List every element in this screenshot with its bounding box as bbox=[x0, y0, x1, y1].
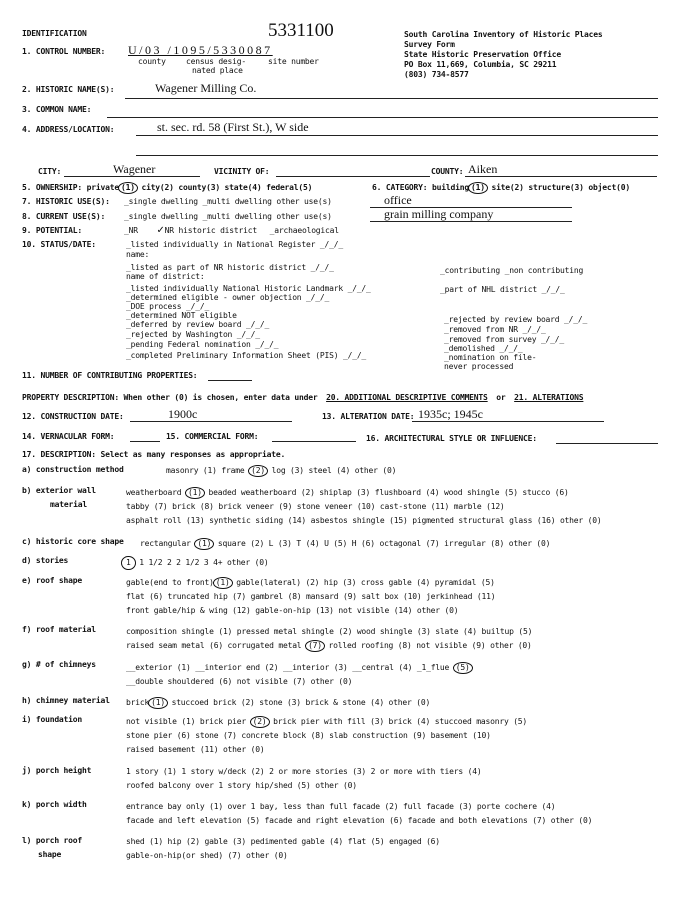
status-left-8: _deferred by review board _/_/_ bbox=[126, 320, 270, 329]
vicinity-line bbox=[276, 176, 430, 177]
address-line bbox=[136, 135, 658, 136]
porch-height-line-1: 1 story (1) 1 story w/deck (2) 2 or more stories (3) 2 or more with tiers (4) bbox=[126, 767, 482, 776]
historic-names-line bbox=[125, 98, 658, 99]
construction-method-label: a) construction method bbox=[22, 465, 124, 474]
current-uses-label: 8. CURRENT USE(S): bbox=[22, 212, 106, 221]
stories-options bbox=[122, 558, 269, 568]
construction-date-line bbox=[130, 421, 292, 422]
office-address: PO Box 11,669, Columbia, SC 29211 bbox=[404, 60, 557, 69]
survey-form-label: Survey Form bbox=[404, 40, 455, 49]
common-name-label: 3. COMMON NAME: bbox=[22, 105, 92, 114]
control-number-value: U/03 /1095/5330087 bbox=[128, 43, 273, 57]
chimneys-circle: (5) bbox=[453, 662, 473, 674]
style-influence-label: 16. ARCHITECTURAL STYLE OR INFLUENCE: bbox=[366, 434, 537, 443]
porch-width-label: k) porch width bbox=[22, 800, 87, 809]
inventory-title: South Carolina Inventory of Historic Places bbox=[404, 30, 603, 39]
foundation-line-2: stone pier (6) stone (7) concrete block (8) slab construction (9) basement (10) bbox=[126, 731, 491, 740]
foundation-line-3: raised basement (11) other (0) bbox=[126, 745, 265, 754]
potential-row bbox=[124, 226, 339, 236]
ownership-rest: city(2) county(3) state(4) federal(5) bbox=[141, 183, 313, 192]
status-left-3: name of district: bbox=[126, 272, 205, 281]
city-line bbox=[64, 176, 200, 177]
construction-method-options bbox=[166, 466, 396, 476]
historic-names-label: 2. HISTORIC NAME(S): bbox=[22, 85, 115, 94]
address-value: st. sec. rd. 58 (First St.), W side bbox=[157, 120, 309, 134]
roof-shape-line-3: front gable/hip & wing (12) gable-on-hip (13) not visible (14) other (0) bbox=[126, 606, 459, 615]
core-shape-pre: rectangular bbox=[140, 539, 191, 548]
vicinity-label: VICINITY OF: bbox=[214, 167, 270, 176]
status-contributing: _contributing _non contributing bbox=[440, 266, 584, 275]
current-uses-value: grain milling company bbox=[384, 207, 494, 221]
roof-material-circle: (7) bbox=[305, 640, 325, 652]
potential-district: NR historic district bbox=[164, 226, 258, 235]
foundation-line-1 bbox=[126, 717, 527, 727]
property-description-row bbox=[22, 393, 583, 403]
exterior-wall-post: beaded weatherboard (2) shiplap (3) flushboard (4) wood shingle (5) stucco (6) bbox=[208, 488, 569, 497]
stories-label: d) stories bbox=[22, 556, 69, 565]
status-right-0: _rejected by review board _/_/_ bbox=[444, 315, 588, 324]
stories-post: 1 1/2 2 2 1/2 3 4+ other (0) bbox=[139, 558, 269, 567]
ownership-label: 5. OWNERSHIP: bbox=[22, 183, 83, 192]
status-left-4: _listed individually National Historic Landmark _/_/_ bbox=[126, 284, 371, 293]
commercial-form-line bbox=[272, 441, 356, 442]
category-row bbox=[372, 183, 630, 193]
status-right-2: _removed from survey _/_/_ bbox=[444, 335, 565, 344]
chimneys-line-1 bbox=[126, 663, 472, 673]
status-left-11: _completed Preliminary Information Sheet (PIS) _/_/_ bbox=[126, 351, 367, 360]
current-uses-options: _single dwelling _multi dwelling other use(s) bbox=[124, 212, 332, 221]
common-name-line bbox=[107, 117, 658, 118]
construction-method-post: log (3) steel (4) other (0) bbox=[271, 466, 397, 475]
status-left-9: _rejected by Washington _/_/_ bbox=[126, 330, 260, 339]
foundation-circle: (2) bbox=[250, 716, 270, 728]
roof-material-line-1: composition shingle (1) pressed metal shingle (2) wood shingle (3) slate (4) builtup (5) bbox=[126, 627, 533, 636]
category-rest: site(2) structure(3) object(0) bbox=[491, 183, 630, 192]
status-label: 10. STATUS/DATE: bbox=[22, 240, 96, 249]
roof-shape-label: e) roof shape bbox=[22, 576, 83, 585]
porch-roof-label-2: shape bbox=[38, 850, 62, 859]
status-nhl: _part of NHL district _/_/_ bbox=[440, 285, 565, 294]
construction-method-pre: masonry (1) frame bbox=[166, 466, 245, 475]
description-intro: 17. DESCRIPTION: Select as many responses as appropriate. bbox=[22, 450, 286, 459]
category-building: building bbox=[432, 183, 469, 192]
census-sublabel-2: nated place bbox=[192, 66, 243, 75]
city-label: CITY: bbox=[38, 167, 62, 176]
city-value: Wagener bbox=[113, 162, 156, 176]
roof-shape-pre: gable(end to front) bbox=[126, 578, 214, 587]
construction-date-value: 1900c bbox=[168, 407, 198, 421]
porch-roof-line-2: gable-on-hip(or shed) (7) other (0) bbox=[126, 851, 288, 860]
contributing-properties-line bbox=[208, 380, 252, 381]
alteration-date-line bbox=[412, 421, 604, 422]
roof-shape-line-2: flat (6) truncated hip (7) gambrel (8) mansard (9) salt box (10) jerkinhead (11) bbox=[126, 592, 496, 601]
ref-alterations: 21. ALTERATIONS bbox=[514, 393, 584, 402]
porch-width-line-2: facade and left elevation (5) facade and right elevation (6) facade and both elevations (7) other (0) bbox=[126, 816, 593, 825]
porch-height-label: j) porch height bbox=[22, 766, 92, 775]
status-left-2: _listed as part of NR historic district _/_/_ bbox=[126, 263, 334, 272]
vernacular-form-line bbox=[130, 441, 160, 442]
core-shape-post: square (2) L (3) T (4) U (5) H (6) octagonal (7) irregular (8) other (0) bbox=[217, 539, 551, 548]
style-influence-line bbox=[556, 443, 658, 444]
roof-material-post: rolled roofing (8) not visible (9) other (0) bbox=[328, 641, 532, 650]
chimney-material-pre: brick bbox=[126, 698, 150, 707]
potential-archaeological: _archaeological bbox=[269, 226, 339, 235]
construction-method-circle: (2) bbox=[248, 465, 268, 477]
chimneys-flue: _1_flue bbox=[416, 663, 450, 672]
roof-shape-post: gable(lateral) (2) hip (3) cross gable (4) pyramidal (5) bbox=[236, 578, 495, 587]
porch-width-line-1: entrance bay only (1) over 1 bay, less than full facade (2) full facade (3) porte cochere (4) bbox=[126, 802, 556, 811]
exterior-wall-label-2: material bbox=[50, 500, 87, 509]
chimneys-options: __exterior (1) __interior end (2) __interior (3) __central (4) bbox=[126, 663, 413, 672]
control-number-label: 1. CONTROL NUMBER: bbox=[22, 47, 106, 56]
office-name: State Historic Preservation Office bbox=[404, 50, 561, 59]
status-right-4: _nomination on file- bbox=[444, 353, 537, 362]
status-left-0: _listed individually in National Register _/_/_ bbox=[126, 240, 343, 249]
exterior-wall-line-2: tabby (7) brick (8) brick veneer (9) stone veneer (10) cast-stone (11) marble (12) bbox=[126, 502, 505, 511]
status-left-7: _determined NOT eligible bbox=[126, 311, 237, 320]
status-left-5: _determined eligible - owner objection _/_/_ bbox=[126, 293, 330, 302]
roof-shape-circle: (1) bbox=[213, 577, 233, 589]
construction-date-label: 12. CONSTRUCTION DATE: bbox=[22, 412, 124, 421]
roof-material-pre: raised seam metal (6) corrugated metal bbox=[126, 641, 302, 650]
status-left-1: name: bbox=[126, 250, 150, 259]
chimney-material-circle: (1) bbox=[148, 697, 168, 709]
property-description-text: PROPERTY DESCRIPTION: When other (0) is chosen, enter data under bbox=[22, 393, 318, 402]
exterior-wall-line-1 bbox=[126, 488, 569, 498]
core-shape-options bbox=[140, 539, 550, 549]
chimneys-label: g) # of chimneys bbox=[22, 660, 96, 669]
exterior-wall-label: b) exterior wall bbox=[22, 486, 96, 495]
exterior-wall-pre: weatherboard bbox=[126, 488, 182, 497]
ownership-private-circle: (1) bbox=[118, 182, 138, 194]
exterior-wall-line-3: asphalt roll (13) synthetic siding (14) asbestos shingle (15) pigmented structural glass (16) other (0) bbox=[126, 516, 602, 525]
checkmark-icon: ✓ bbox=[156, 225, 165, 236]
status-right-5: never processed bbox=[444, 362, 514, 371]
historic-names-value: Wagener Milling Co. bbox=[155, 81, 257, 95]
county-line bbox=[465, 176, 657, 177]
exterior-wall-circle: (1) bbox=[185, 487, 205, 499]
ownership-private: private bbox=[86, 183, 119, 192]
foundation-pre: not visible (1) brick pier bbox=[126, 717, 247, 726]
office-phone: (803) 734-8577 bbox=[404, 70, 469, 79]
chimneys-line-2: __double shouldered (6) not visible (7) other (0) bbox=[126, 677, 353, 686]
address-label: 4. ADDRESS/LOCATION: bbox=[22, 125, 115, 134]
porch-height-line-2: roofed balcony over 1 story hip/shed (5) other (0) bbox=[126, 781, 357, 790]
contributing-properties-label: 11. NUMBER OF CONTRIBUTING PROPERTIES: bbox=[22, 371, 198, 380]
county-sublabel: county bbox=[138, 57, 166, 66]
historic-uses-options: _single dwelling _multi dwelling other use(s) bbox=[124, 197, 332, 206]
roof-material-line-2 bbox=[126, 641, 532, 651]
identification-heading: IDENTIFICATION bbox=[22, 29, 87, 38]
address-line-2 bbox=[136, 155, 658, 156]
ownership-row bbox=[22, 183, 312, 193]
status-left-6: _DOE process _/_/_ bbox=[126, 302, 210, 311]
vernacular-form-label: 14. VERNACULAR FORM: bbox=[22, 432, 115, 441]
core-shape-label: c) historic core shape bbox=[22, 537, 124, 546]
site-number-sublabel: site number bbox=[268, 57, 319, 66]
status-left-10: _pending Federal nomination _/_/_ bbox=[126, 340, 279, 349]
county-value: Aiken bbox=[468, 162, 498, 176]
historic-uses-label: 7. HISTORIC USE(S): bbox=[22, 197, 110, 206]
property-description-or: or bbox=[496, 393, 506, 402]
roof-material-label: f) roof material bbox=[22, 625, 96, 634]
county-label: COUNTY: bbox=[431, 167, 464, 176]
status-right-1: _removed from NR _/_/_ bbox=[444, 325, 546, 334]
foundation-post: brick pier with fill (3) brick (4) stuccoed masonry (5) bbox=[273, 717, 528, 726]
ref-additional-comments: 20. ADDITIONAL DESCRIPTIVE COMMENTS bbox=[326, 393, 488, 402]
commercial-form-label: 15. COMMERCIAL FORM: bbox=[166, 432, 259, 441]
chimney-material-options bbox=[126, 698, 430, 708]
current-uses-line bbox=[370, 221, 572, 222]
status-right-3: _demolished _/_/_ bbox=[444, 344, 523, 353]
potential-nr: _NR bbox=[124, 226, 138, 235]
porch-roof-label: l) porch roof bbox=[22, 836, 83, 845]
category-label: 6. CATEGORY: bbox=[372, 183, 428, 192]
core-shape-circle: (1) bbox=[194, 538, 214, 550]
census-sublabel: census desig- bbox=[186, 57, 247, 66]
category-building-circle: (1) bbox=[468, 182, 488, 194]
handwritten-site-number: 5331100 bbox=[268, 20, 334, 41]
stories-circle: 1 bbox=[121, 556, 136, 570]
alteration-date-label: 13. ALTERATION DATE: bbox=[322, 412, 415, 421]
potential-label: 9. POTENTIAL: bbox=[22, 226, 83, 235]
foundation-label: i) foundation bbox=[22, 715, 83, 724]
chimney-material-post: stuccoed brick (2) stone (3) brick & stone (4) other (0) bbox=[171, 698, 431, 707]
roof-shape-line-1 bbox=[126, 578, 495, 588]
porch-roof-line-1: shed (1) hip (2) gable (3) pedimented gable (4) flat (5) engaged (6) bbox=[126, 837, 440, 846]
alteration-date-value: 1935c; 1945c bbox=[418, 407, 483, 421]
historic-uses-value: office bbox=[384, 193, 412, 207]
chimney-material-label: h) chimney material bbox=[22, 696, 110, 705]
